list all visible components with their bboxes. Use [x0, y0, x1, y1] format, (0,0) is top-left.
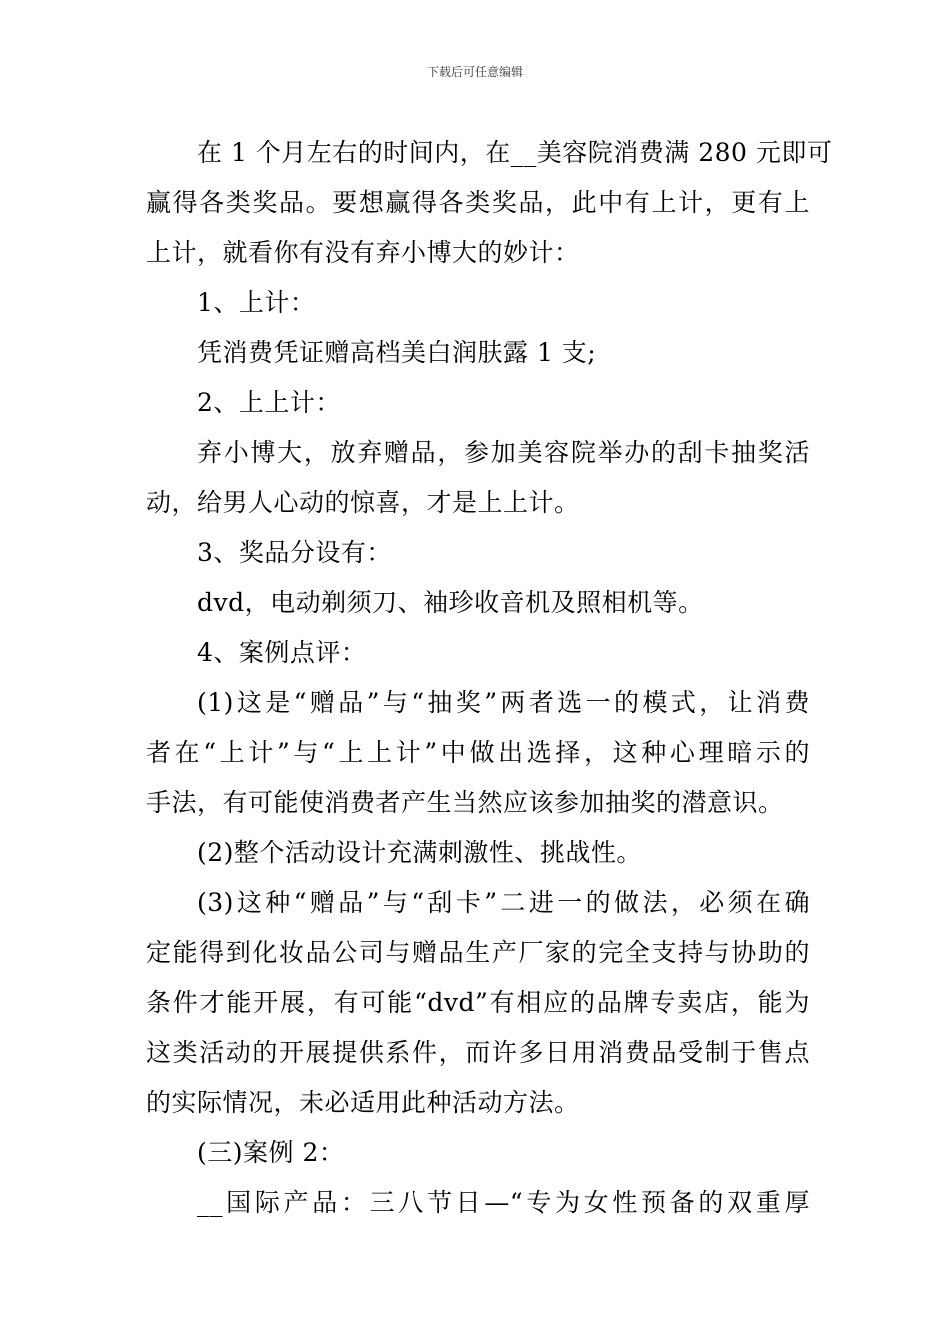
section-heading: 2、上上计： — [197, 388, 341, 417]
paragraph-line: 定能得到化妆品公司与赠品生产厂家的完全支持与协助的 — [146, 938, 810, 967]
page-header: 下载后可任意编辑 — [426, 65, 523, 79]
paragraph-line: 在 1 个月左右的时间内，在__美容院消费满 280 元即可 — [197, 138, 833, 167]
paragraph-line: dvd，电动剃须刀、袖珍收音机及照相机等。 — [197, 588, 704, 617]
paragraph-line: 凭消费凭证赠高档美白润肤露 1 支; — [197, 338, 597, 367]
document-body — [146, 128, 833, 1228]
paragraph-line: 者在“上计”与“上上计”中做出选择，这种心理暗示的 — [146, 738, 810, 767]
paragraph-line: __国际产品：三八节日—“专为女性预备的双重厚 — [197, 1188, 810, 1217]
section-heading: (三)案例 2： — [197, 1138, 345, 1167]
section-heading: 1、上计： — [197, 288, 316, 317]
paragraph-line: 手法，有可能使消费者产生当然应该参加抽奖的潜意识。 — [146, 788, 784, 817]
paragraph-line: (1)这是“赠品”与“抽奖”两者选一的模式，让消费 — [197, 688, 810, 717]
paragraph-line: 上计，就看你有没有弃小博大的妙计： — [146, 238, 580, 267]
section-heading: 3、奖品分设有： — [197, 538, 392, 567]
paragraph-line: 的实际情况，未必适用此种活动方法。 — [146, 1088, 580, 1117]
paragraph-line: (2)整个活动设计充满刺激性、挑战性。 — [197, 838, 642, 867]
paragraph-line: 赢得各类奖品。要想赢得各类奖品，此中有上计，更有上 — [146, 188, 810, 217]
paragraph-line: 条件才能开展，有可能“dvd”有相应的品牌专卖店，能为 — [146, 988, 810, 1017]
paragraph-line: 这类活动的开展提供系件，而许多日用消费品受制于售点 — [146, 1038, 810, 1067]
paragraph-line: 动，给男人心动的惊喜，才是上上计。 — [146, 488, 580, 517]
paragraph-line: (3)这种“赠品”与“刮卡”二进一的做法，必须在确 — [197, 888, 810, 917]
section-heading: 4、案例点评： — [197, 638, 367, 667]
paragraph-line: 弃小博大，放弃赠品，参加美容院举办的刮卡抽奖活 — [197, 438, 810, 467]
